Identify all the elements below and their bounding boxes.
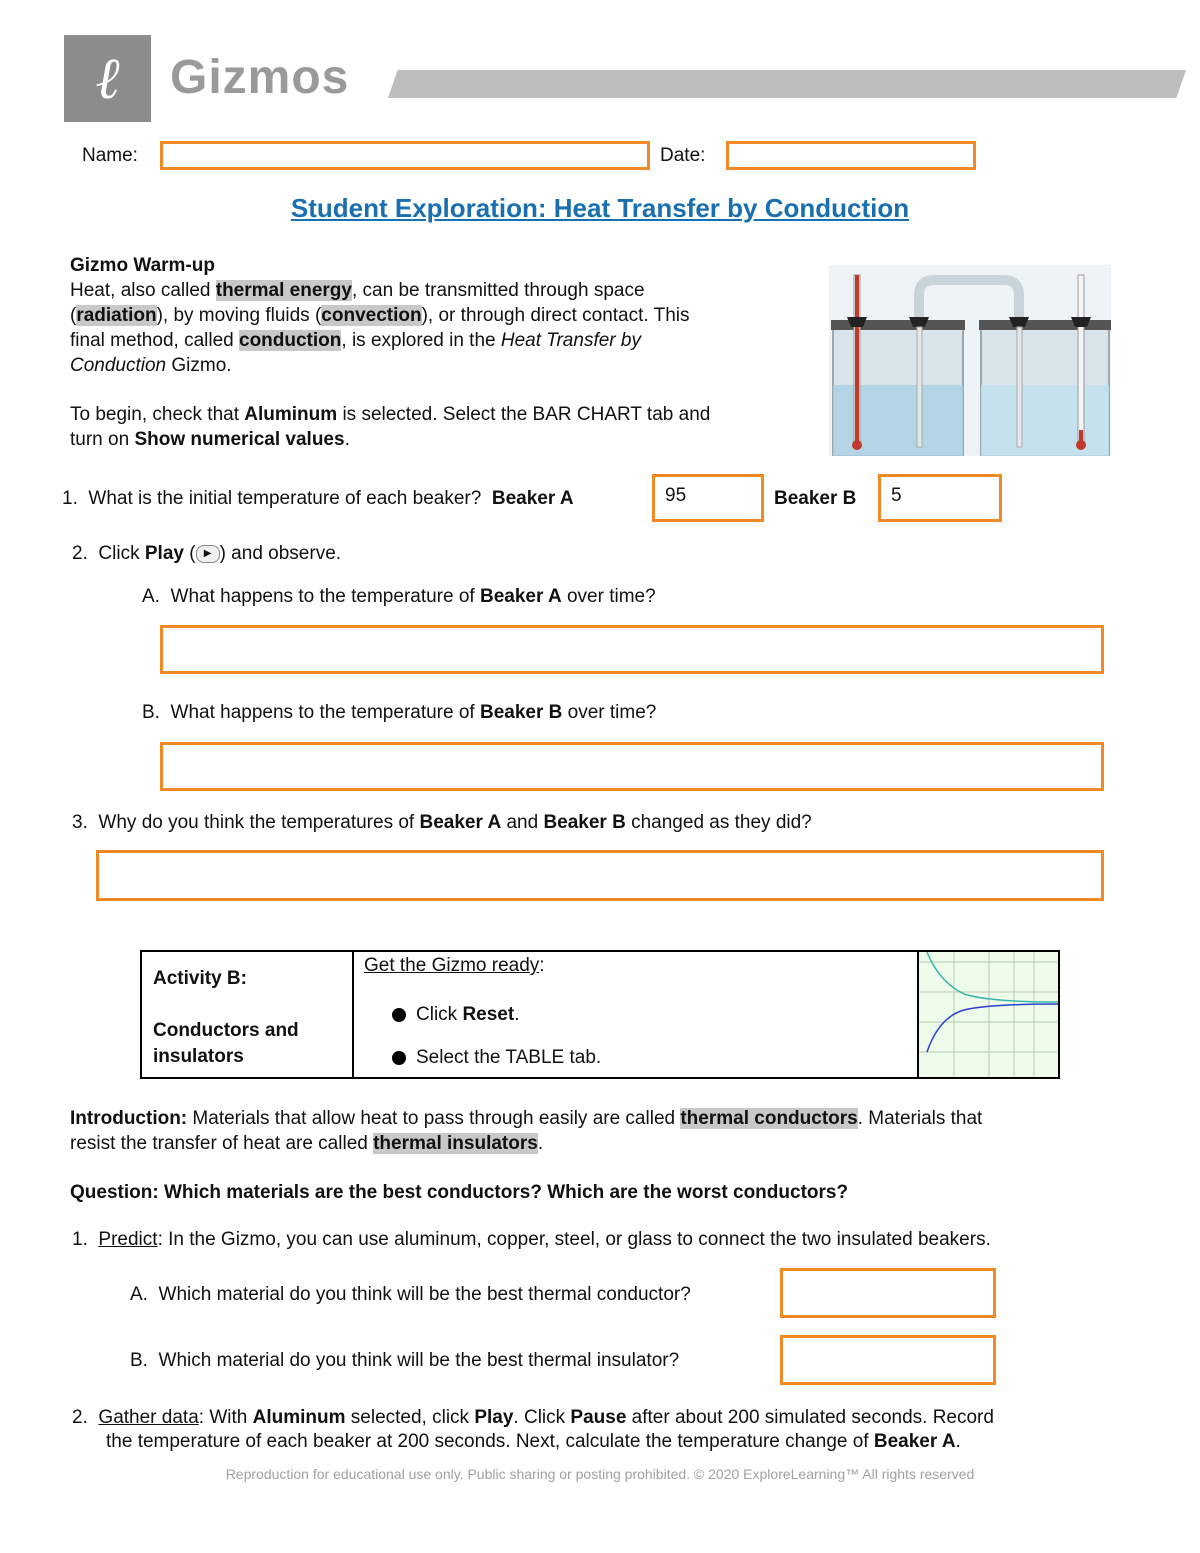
play-icon: ▶ xyxy=(196,545,220,563)
beaker-b-curve xyxy=(927,1004,1058,1052)
beaker-a-curve xyxy=(927,952,1058,1002)
text: : With xyxy=(198,1407,253,1428)
activity-subtitle xyxy=(153,1018,299,1070)
text: is selected. Select the BAR CHART tab and xyxy=(337,404,711,425)
graph-thumbnail-cell xyxy=(917,952,1058,1077)
name-label: Name: xyxy=(82,145,138,166)
text: Which material do you think will be the best thermal insulator? xyxy=(158,1350,680,1371)
q2a-answer-field[interactable] xyxy=(160,625,1104,674)
play-bold: Play xyxy=(144,543,184,564)
predict-label: Predict xyxy=(98,1229,158,1250)
activity-b-table xyxy=(140,950,1060,1079)
reset-bold: Reset xyxy=(462,1004,515,1025)
activity-title: Activity B: xyxy=(153,968,247,989)
beaker-b-input[interactable] xyxy=(878,474,1002,522)
gizmo-ready-cell xyxy=(364,955,545,977)
text: ) and observe. xyxy=(219,543,342,564)
text: Materials that allow heat to pass through easily are called xyxy=(187,1108,681,1129)
text: final method, called xyxy=(70,330,239,351)
q3-answer-field[interactable] xyxy=(96,850,1104,901)
text: . xyxy=(514,1004,520,1025)
name-field[interactable] xyxy=(160,141,650,170)
bullet-icon xyxy=(392,1008,406,1022)
gather-number: 2. xyxy=(72,1407,88,1428)
text: ( xyxy=(183,543,196,564)
q1-text: What is the initial temperature of each beaker? xyxy=(88,488,482,509)
q2b-prompt xyxy=(142,702,656,724)
text: : In the Gizmo, you can use aluminum, copper, steel, or glass to connect the two insulated beakers. xyxy=(157,1229,991,1250)
text: What happens to the temperature of xyxy=(170,702,480,723)
text: Click xyxy=(416,1004,463,1025)
show-values-bold: Show numerical values xyxy=(134,429,345,450)
warmup-heading: Gizmo Warm-up xyxy=(70,255,215,276)
text: changed as they did? xyxy=(625,812,812,833)
text: , can be transmitted through space xyxy=(351,280,645,301)
term-thermal-insulators: thermal insulators xyxy=(373,1133,538,1154)
text: Gizmo. xyxy=(166,355,232,376)
q1-prompt xyxy=(62,488,574,510)
aluminum-bold: Aluminum xyxy=(244,404,338,425)
text: ), by moving fluids ( xyxy=(156,305,322,326)
activity-title-cell xyxy=(142,952,354,1077)
introduction xyxy=(70,1106,1130,1156)
best-conductor-field[interactable] xyxy=(780,1268,996,1318)
step-table-tab xyxy=(392,1047,601,1069)
gizmo-ready-heading: Get the Gizmo ready xyxy=(364,955,540,976)
text: To begin, check that xyxy=(70,404,245,425)
text: What happens to the temperature of xyxy=(170,586,480,607)
beaker-a-input[interactable] xyxy=(652,474,764,522)
term-thermal-energy: thermal energy xyxy=(215,280,352,301)
warmup-paragraph-1 xyxy=(70,278,810,378)
temperature-graph-thumbnail xyxy=(919,952,1058,1077)
beaker-b-bold: Beaker B xyxy=(543,812,626,833)
text: and xyxy=(501,812,544,833)
term-conduction: conduction xyxy=(239,330,342,351)
text: insulators xyxy=(153,1046,244,1067)
term-convection: convection xyxy=(321,305,422,326)
thermometer-b xyxy=(1078,275,1084,445)
gather-data-prompt xyxy=(72,1406,994,1454)
header-bar xyxy=(388,70,1186,98)
intro-label: Introduction: xyxy=(70,1108,188,1129)
text: : xyxy=(539,955,545,976)
play-bold: Play xyxy=(474,1407,514,1428)
beaker-a-bold: Beaker A xyxy=(419,812,502,833)
term-radiation: radiation xyxy=(76,305,157,326)
term-thermal-conductors: thermal conductors xyxy=(680,1108,858,1129)
q2b-number: B. xyxy=(142,702,160,723)
activity-question: Question: Which materials are the best conductors? Which are the worst conductors? xyxy=(70,1182,849,1203)
footer-copyright: Reproduction for educational use only. Public sharing or posting prohibited. © 2020 ExploreLearning™ All rights reserved xyxy=(225,1466,975,1482)
brand-name: Gizmos xyxy=(170,51,350,104)
text: the temperature of each beaker at 200 seconds. Next, calculate the temperature change of xyxy=(106,1431,874,1452)
warmup-paragraph-2 xyxy=(70,402,810,452)
beaker-b-label: Beaker B xyxy=(774,488,857,509)
q2-prompt xyxy=(72,543,341,565)
predict-b-number: B. xyxy=(130,1350,148,1371)
predict-number: 1. xyxy=(72,1229,88,1250)
text: ( xyxy=(70,305,77,326)
gather-label: Gather data xyxy=(98,1407,199,1428)
explorelearning-logo xyxy=(64,35,151,122)
date-field[interactable] xyxy=(726,141,976,170)
text: . Click xyxy=(513,1407,571,1428)
step-reset xyxy=(392,1004,519,1026)
text: ), or through direct contact. This xyxy=(421,305,690,326)
predict-a-prompt xyxy=(130,1284,691,1306)
date-label: Date: xyxy=(660,145,706,166)
predict-a-number: A. xyxy=(130,1284,148,1305)
text: . Materials that xyxy=(857,1108,983,1129)
warmup-section xyxy=(70,253,810,452)
beaker-b-value: 5 xyxy=(891,485,902,506)
q3-prompt xyxy=(72,812,812,834)
page-title: Student Exploration: Heat Transfer by Conduction xyxy=(290,193,910,223)
text: . xyxy=(537,1133,544,1154)
q2a-number: A. xyxy=(142,586,160,607)
text: resist the transfer of heat are called xyxy=(70,1133,374,1154)
text: after about 200 simulated seconds. Record xyxy=(626,1407,994,1428)
q2-number: 2. xyxy=(72,543,88,564)
best-insulator-field[interactable] xyxy=(780,1335,996,1385)
beaker-b-bold: Beaker B xyxy=(479,702,563,723)
text: over time? xyxy=(561,586,656,607)
gizmo-name-italic: Heat Transfer by xyxy=(500,330,641,351)
text: Why do you think the temperatures of xyxy=(98,812,420,833)
pause-bold: Pause xyxy=(570,1407,627,1428)
predict-prompt xyxy=(72,1229,991,1251)
text: . xyxy=(344,429,350,450)
text: Click xyxy=(98,543,145,564)
text: Conductors and xyxy=(153,1020,299,1041)
beaker-a-bold: Beaker A xyxy=(873,1431,956,1452)
text: Heat, also called xyxy=(70,280,216,301)
beaker-a-label: Beaker A xyxy=(491,488,574,509)
aluminum-bold: Aluminum xyxy=(252,1407,346,1428)
q2a-prompt xyxy=(142,586,656,608)
bullet-icon xyxy=(392,1051,406,1065)
text: turn on xyxy=(70,429,135,450)
predict-b-prompt xyxy=(130,1350,679,1372)
text: selected, click xyxy=(345,1407,475,1428)
text: Which material do you think will be the best thermal conductor? xyxy=(158,1284,691,1305)
text: . xyxy=(955,1431,961,1452)
beaker-a-bold: Beaker A xyxy=(479,586,562,607)
text: Select the TABLE tab. xyxy=(416,1047,602,1068)
text: over time? xyxy=(562,702,657,723)
q1-number: 1. xyxy=(62,488,78,509)
q3-number: 3. xyxy=(72,812,88,833)
beakers-illustration xyxy=(829,265,1111,456)
logo-glyph: ℓ xyxy=(95,46,120,111)
q2b-answer-field[interactable] xyxy=(160,742,1104,791)
gizmo-name-italic: Conduction xyxy=(70,355,167,376)
text: , is explored in the xyxy=(341,330,501,351)
beaker-a-value: 95 xyxy=(665,485,687,506)
